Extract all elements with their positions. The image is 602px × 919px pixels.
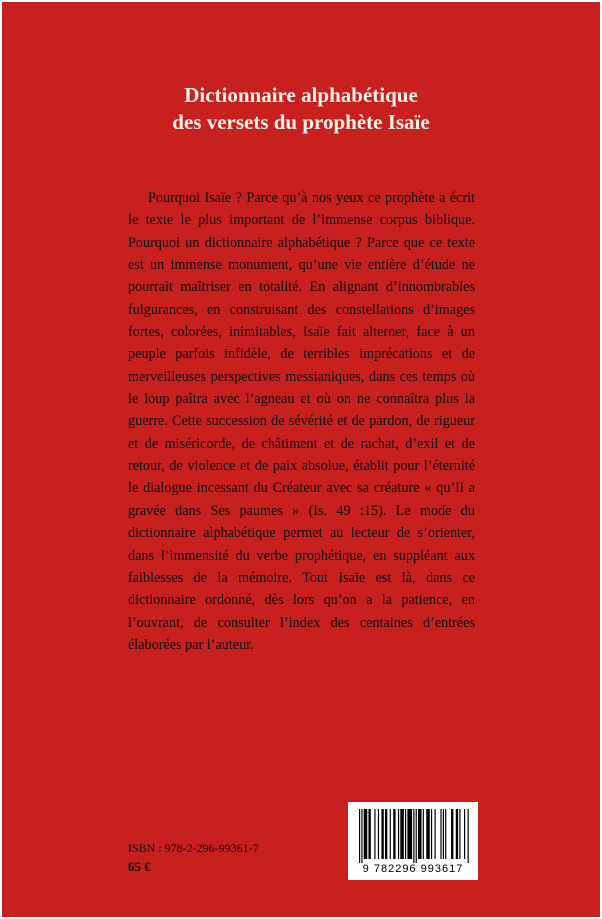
book-title bbox=[2, 82, 600, 136]
book-title-line-1: Dictionnaire alphabétique bbox=[184, 83, 418, 107]
barcode-bar bbox=[451, 809, 453, 859]
barcode-panel bbox=[348, 802, 478, 880]
barcode-bar bbox=[426, 809, 430, 859]
barcode-bar bbox=[464, 809, 465, 859]
barcode-bar bbox=[405, 809, 406, 859]
barcode-image bbox=[357, 809, 469, 863]
barcode-bar bbox=[440, 809, 441, 859]
blurb-paragraph: Pourquoi Isaïe ? Parce qu’à nos yeux ce prophète a écrit le texte le plus important de l’immense corpus biblique. Pourquoi un dictionnaire alphabétique ? Parce que ce texte est un immense monument, qu’une vie entière d’étude ne pourrait maîtriser en totalité. En alignant d’innombrables fulgurances, en construisant des constellations d’images fortes, colorées, inimitables, Isaïe fait alterner, face à un peuple parfois infidèle, de terribles imprécations et de merveilleuses perspectives messianiques, dans ces temps où le loup paîtra avec l’agneau et où on ne connaîtra plus la guerre. Cette succession de sévérité et de pardon, de rigueur et de miséricorde, de châtiment et de rachat, d’exil et de retour, de violence et de paix absolue, établit pour l’éternité le dialogue incessant du Créateur avec sa créature « qu’Il a gravée dans Ses paumes » (Is. 49 :15). Le mode du dictionnaire alphabétique permet au lecteur de s’orienter, dans l’immensité du verbe prophétique, en suppléant aux faiblesses de la mémoire. Tout Isaïe est là, dans ce dictionnaire ordonné, dès lors qu’on a la patience, en l’ouvrant, de consulter l’index des centaines d’entrées élaborées par l’auteur. bbox=[128, 190, 475, 653]
back-cover bbox=[2, 2, 600, 917]
barcode-bar bbox=[418, 809, 422, 859]
price-label: 65 € bbox=[128, 859, 151, 874]
barcode-bar bbox=[468, 809, 469, 863]
barcode-bar bbox=[443, 809, 444, 859]
barcode-bar bbox=[413, 809, 414, 863]
barcode-bar bbox=[423, 809, 424, 859]
barcode-bar bbox=[385, 809, 387, 859]
barcode-bar bbox=[398, 809, 399, 859]
book-title-line-2: des versets du prophète Isaïe bbox=[172, 110, 430, 134]
barcode-bar bbox=[435, 809, 436, 859]
barcode-bar bbox=[456, 809, 458, 859]
barcode-bar bbox=[381, 809, 383, 859]
barcode-bar bbox=[445, 809, 446, 859]
barcode-bar bbox=[359, 809, 360, 863]
barcode-bar bbox=[390, 809, 391, 859]
barcode-bar bbox=[378, 809, 379, 859]
isbn-label: ISBN : 978-2-296-99361-7 bbox=[128, 841, 259, 855]
barcode-digits: 9 782296 993617 bbox=[362, 863, 464, 875]
barcode-bar bbox=[393, 809, 395, 859]
barcode-bar bbox=[407, 809, 412, 859]
barcode-bar bbox=[431, 809, 432, 859]
barcode-bar bbox=[364, 809, 368, 859]
barcode-bar bbox=[361, 809, 362, 863]
barcode-bar bbox=[459, 809, 460, 859]
barcode-bar bbox=[400, 809, 404, 859]
barcode-bar bbox=[374, 809, 375, 859]
barcode-bar bbox=[368, 809, 370, 859]
barcode-bar bbox=[416, 809, 417, 863]
